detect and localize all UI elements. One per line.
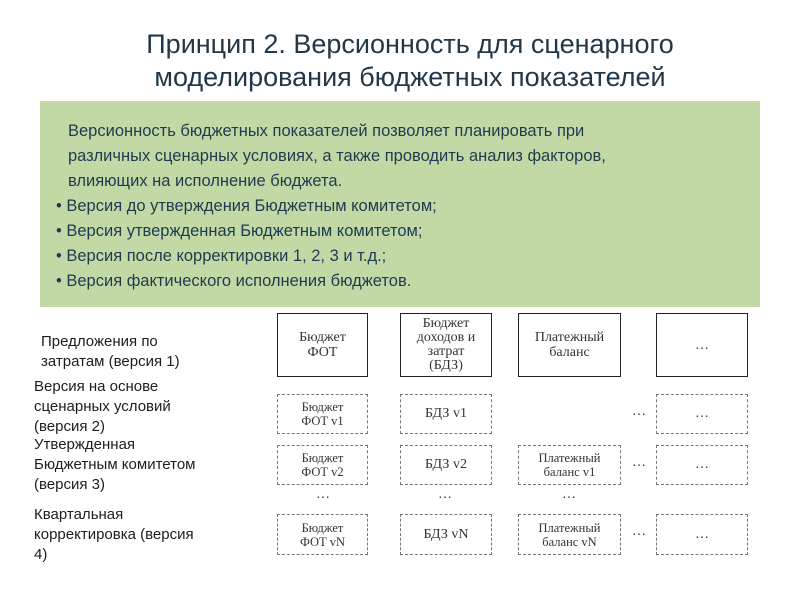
ellipsis-gap-bdz: … — [438, 487, 452, 502]
budget-fot-v2-box — [277, 445, 368, 485]
box-text-line: Платежный — [534, 330, 605, 345]
box-text-line: ФОТ — [307, 345, 338, 360]
box-text-line: баланс — [549, 345, 590, 360]
payment-balance-v1-box — [518, 445, 621, 485]
box-text-line: Платежный — [538, 451, 601, 465]
box-text-line: Бюджет — [299, 330, 346, 345]
box-text-line: баланс v1 — [543, 465, 596, 479]
row-label-version-1 — [41, 332, 180, 372]
box-text-line: БДЗ v1 — [425, 406, 467, 421]
more-v1-box — [656, 394, 748, 434]
bdz-v1-box — [400, 394, 492, 434]
info-box — [40, 101, 760, 307]
ellipsis-row3: … — [632, 455, 646, 470]
row-label-line: (версия 2) — [34, 418, 105, 435]
ellipsis-gap-fot: … — [316, 487, 330, 502]
row-label-line: корректировка (версия — [34, 526, 194, 543]
intro-line-2: различных сценарных условиях, а также проводить анализ факторов, — [68, 147, 606, 165]
box-text-line: БДЗ vN — [423, 526, 469, 542]
row-label-line: Версия на основе — [34, 378, 159, 395]
more-vn-box — [656, 514, 748, 555]
ellipsis-row4: … — [632, 524, 646, 539]
box-text-line: Бюджет — [301, 451, 344, 465]
box-text-line: БДЗ v2 — [425, 457, 467, 472]
box-text-line: … — [695, 526, 709, 542]
box-text-line: ФОТ vN — [299, 534, 346, 549]
row-label-line: (версия 3) — [34, 476, 105, 493]
budget-bdz-box — [400, 313, 492, 377]
payment-balance-box — [518, 313, 621, 377]
row-label-line: затратам (версия 1) — [41, 353, 180, 370]
box-text-line: Бюджет — [422, 316, 470, 331]
more-budgets-box — [656, 313, 748, 377]
slide-title — [60, 28, 760, 94]
box-text-line: … — [695, 337, 709, 353]
row-label-line: Бюджетным комитетом — [34, 456, 196, 473]
row-label-line: Квартальная — [34, 506, 124, 523]
row-label-line: Предложения по — [41, 333, 158, 350]
box-text-line: баланс vN — [542, 534, 597, 549]
bullet-item: • Версия утвержденная Бюджетным комитетом; — [54, 219, 746, 244]
budget-fot-v1-box — [277, 394, 368, 434]
slide-title-line-2: моделирования бюджетных показателей — [154, 62, 666, 92]
ellipsis-row2: … — [632, 404, 646, 419]
bullet-item: • Версия до утверждения Бюджетным комитетом; — [54, 194, 746, 219]
row-label-version-4 — [34, 505, 194, 565]
box-text-line: Платежный — [538, 520, 601, 535]
row-label-version-2 — [34, 377, 171, 437]
slide-title-line-1: Принцип 2. Версионность для сценарного — [146, 29, 674, 59]
box-text-line: … — [695, 457, 709, 472]
row-label-line: Утвержденная — [34, 436, 136, 453]
box-text-line: ФОТ v1 — [301, 414, 344, 428]
box-text-line: Бюджет — [301, 520, 344, 535]
box-text-line: доходов и — [416, 330, 476, 345]
more-v2-box — [656, 445, 748, 485]
row-label-version-3 — [34, 435, 195, 495]
row-label-line: 4) — [34, 546, 48, 563]
bullet-item: • Версия после корректировки 1, 2, 3 и т.д.; — [54, 244, 746, 269]
ellipsis-gap-pb: … — [562, 487, 576, 502]
box-text-line: ФОТ v2 — [301, 465, 344, 479]
bdz-v2-box — [400, 445, 492, 485]
box-text-line: Бюджет — [301, 400, 344, 414]
bdz-vn-box — [400, 514, 492, 555]
row-label-line: сценарных условий — [34, 398, 171, 415]
box-text-line: (БДЗ) — [429, 358, 463, 373]
box-text-line: … — [695, 406, 709, 421]
payment-balance-vn-box — [518, 514, 621, 555]
bullet-item: • Версия фактического исполнения бюджетов. — [54, 269, 746, 294]
intro-line-1: Версионность бюджетных показателей позволяет планировать при — [68, 122, 585, 140]
intro-line-3: влияющих на исполнение бюджета. — [68, 172, 343, 190]
budget-fot-vn-box — [277, 514, 368, 555]
budget-fot-box — [277, 313, 368, 377]
box-text-line: затрат — [427, 344, 465, 359]
